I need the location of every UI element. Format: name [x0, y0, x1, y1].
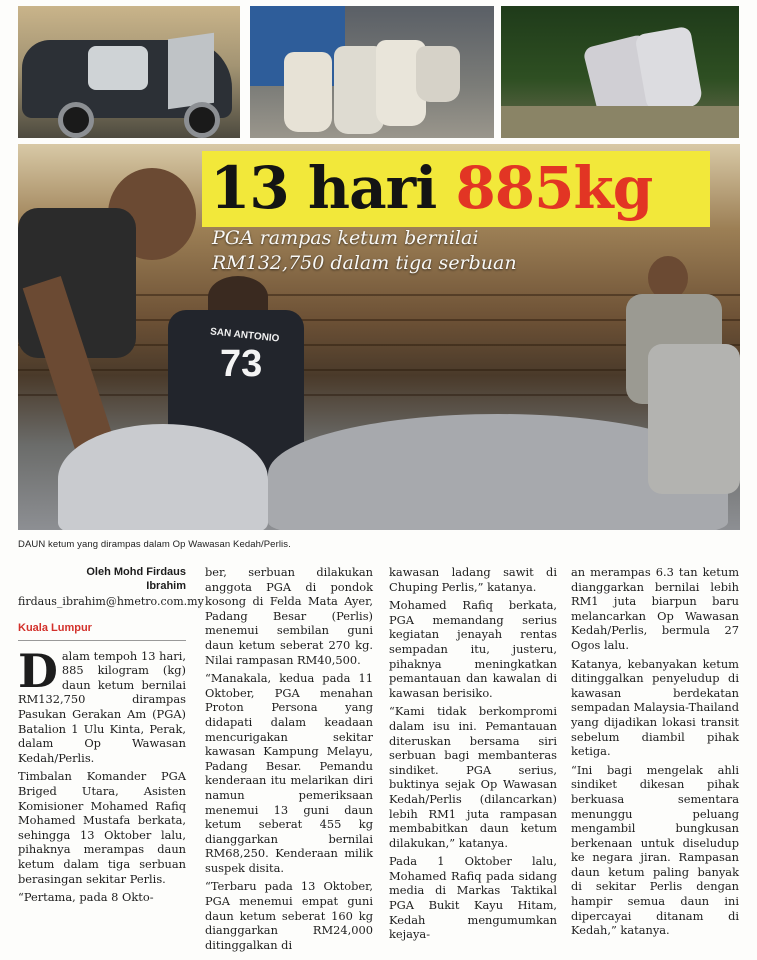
jersey-team-text: SAN ANTONIO	[209, 326, 280, 345]
paragraph: ber, serbuan dilakukan anggota PGA di pondok kosong di Felda Mata Ayer, Padang Besar (Perlis) menemui sembilan guni daun ketum seberat 270 kg. Nilai rampasan RM40,500.	[205, 565, 373, 667]
photo-caption: DAUN ketum yang dirampas dalam Op Wawasan Kedah/Perlis.	[18, 539, 291, 550]
paragraph: “Ini bagi mengelak ahli sindiket dikesan pihak berkuasa sementara menunggu peluang mengambil bungkusan berkenaan untuk diseludup ke negara jiran. Rampasan daun ketum paling banyak di sekitar Perlis dengan hampir semua daun ini dipercayai ditanam di Kedah,” katanya.	[571, 762, 739, 938]
paragraph: “Manakala, kedua pada 11 Oktober, PGA menahan Proton Persona yang didapati dalam keadaan mencurigakan sekitar kawasan Kampung Melayu, Padang Besar. Pemandu kenderaan itu melarikan diri namun pemeriksaan menemui 13 guni daun ketum seberat 455 kg dianggarkan bernilai RM68,250. Kenderaan milik suspek disita.	[205, 671, 373, 875]
paragraph: “Kami tidak berkompromi dalam isu ini. Pemantauan diteruskan bersama siri serbuan bagi membanteras sindiket. PGA serius, buktinya sejak Op Wawasan Kedah/Perlis (dilancarkan) lebih RM1 juta rampasan membabitkan daun ketum dilakukan,” katanya.	[389, 704, 557, 850]
subhead	[212, 226, 572, 276]
photo-seized-sacks	[250, 6, 494, 138]
photo-car-with-sacks	[18, 6, 240, 138]
paragraph: Timbalan Komander PGA Briged Utara, Asisten Komisioner Mohamed Rafiq Mohamed Mustafa berkata, sehingga 13 Oktober lalu, pihaknya merampas daun ketum dalam tiga serbuan berasingan sekitar Perlis.	[18, 769, 186, 886]
article-column-2	[205, 565, 373, 956]
paragraph: Mohamed Rafiq berkata, PGA memandang serius kegiatan jenayah rentas sempadan itu, justeru, pihaknya meningkatkan pemantauan dan kawalan di kawasan berisiko.	[389, 598, 557, 700]
paragraph: an merampas 6.3 tan ketum dianggarkan bernilai lebih RM1 juta biarpun baru melancarkan Op Wawasan Kedah/Perlis, bermula 27 Ogos lalu.	[571, 565, 739, 652]
article-column-3	[389, 565, 557, 946]
sack-right	[648, 344, 740, 494]
paragraph: “Terbaru pada 13 Oktober, PGA menemui empat guni daun ketum seberat 160 kg dianggarkan RM24,000 ditinggalkan di	[205, 879, 373, 952]
open-car-door	[168, 33, 214, 109]
car-wheel	[184, 102, 220, 138]
byline-email[interactable]: firdaus_ibrahim@hmetro.com.my	[18, 595, 204, 608]
subhead-line2: RM132,750 dalam tiga serbuan	[212, 252, 517, 274]
paragraph: Dalam tempoh 13 hari, 885 kilogram (kg) daun ketum bernilai RM132,750 dirampas Pasukan Gerakan Am (PGA) Batalion 1 Ulu Kinta, Perak, dalam Op Wawasan Kedah/Perlis.	[18, 643, 186, 765]
paragraph: kawasan ladang sawit di Chuping Perlis,” katanya.	[389, 565, 557, 594]
subhead-line1: PGA rampas ketum bernilai	[212, 227, 479, 249]
sack	[284, 52, 332, 132]
byline-author-line2: Ibrahim	[146, 580, 186, 592]
article-column-4	[571, 565, 739, 942]
headline	[210, 148, 652, 228]
sack-foreground	[58, 424, 268, 530]
paragraph: Pada 1 Oktober lalu, Mohamed Rafiq pada sidang media di Markas Taktikal PGA Bukit Kayu Hitam, Kedah mengumumkan kejaya-	[389, 854, 557, 942]
sack-in-car	[88, 46, 148, 90]
divider	[18, 640, 186, 641]
paragraph: Katanya, kebanyakan ketum ditinggalkan penyeludup di kawasan berdekatan sempadan Malaysia-Thailand yang dijadikan lokasi transit sebelum diambil pihak ketiga.	[571, 656, 739, 759]
byline-author-line1: Oleh Mohd Firdaus	[86, 566, 186, 578]
ground	[501, 106, 739, 138]
car-wheel	[58, 102, 94, 138]
paragraph: “Pertama, pada 8 Okto-	[18, 890, 154, 905]
photo-sacks-in-bushes	[501, 6, 739, 138]
jersey-number: 73	[220, 343, 263, 385]
headline-weight: 885kg	[455, 154, 653, 222]
article-column-1	[18, 565, 204, 909]
sack	[416, 46, 460, 102]
headline-days: 13 hari	[210, 154, 456, 222]
dateline: Kuala Lumpur	[18, 622, 92, 634]
dropcap: D	[18, 643, 58, 698]
